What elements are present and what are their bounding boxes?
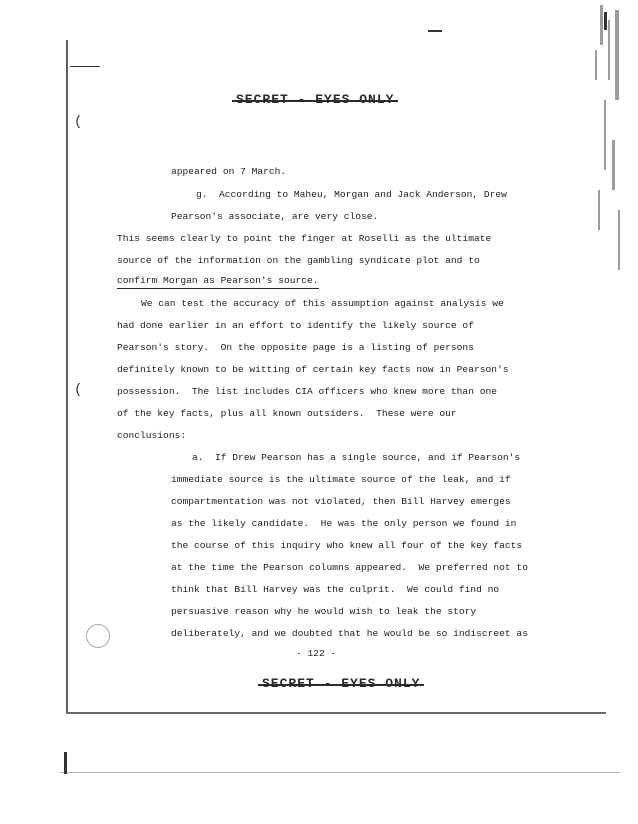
footer-classification-stamp <box>262 676 420 691</box>
text-line: persuasive reason why he would wish to leak the story <box>171 606 477 617</box>
text-line: Pearson's associate, are very close. <box>171 211 379 222</box>
scan-bottom-edge <box>60 772 620 773</box>
punch-hole <box>86 624 110 648</box>
text-line: think that Bill Harvey was the culprit. We could find no <box>171 584 500 595</box>
stamp-strikethrough <box>232 100 398 102</box>
stamp-strikethrough <box>258 684 424 686</box>
text-line: at the time the Pearson columns appeared. We preferred not to <box>171 562 528 573</box>
text-line: immediate source is the ultimate source of the leak, and if <box>171 474 511 485</box>
text-line: of the key facts, plus all known outsiders. These were our <box>117 408 457 419</box>
text-line: had done earlier in an effort to identify the likely source of <box>117 320 474 331</box>
scan-mark <box>604 12 607 30</box>
scan-mark <box>64 752 67 774</box>
text-line: definitely known to be witting of certain key facts now in Pearson's <box>117 364 509 375</box>
text-line: appeared on 7 March. <box>171 166 287 177</box>
text-line: compartmentation was not violated, then Bill Harvey emerges <box>171 496 511 507</box>
text-line: deliberately, and we doubted that he would be so indiscreet as <box>171 628 528 639</box>
text-line: g. According to Maheu, Morgan and Jack Anderson, Drew <box>196 189 507 200</box>
text-line: a. If Drew Pearson has a single source, and if Pearson's <box>192 452 521 463</box>
page-number: - 122 - <box>296 648 337 659</box>
text-line: This seems clearly to point the finger at Roselli as the ultimate <box>117 233 492 244</box>
scan-mark <box>428 30 442 32</box>
scan-noise <box>560 0 630 300</box>
header-classification-stamp <box>236 92 394 107</box>
scan-bottom-border <box>66 712 606 714</box>
scan-left-border <box>66 40 68 712</box>
margin-bracket: ( <box>74 382 83 398</box>
text-line: possession. The list includes CIA officers who knew more than one <box>117 386 497 397</box>
text-line: the course of this inquiry who knew all four of the key facts <box>171 540 523 551</box>
text-line: conclusions: <box>117 430 187 441</box>
margin-bracket: ( <box>74 114 83 130</box>
text-line: source of the information on the gambling syndicate plot and to <box>117 255 480 266</box>
text-line: as the likely candidate. He was the only person we found in <box>171 518 517 529</box>
text-line: Pearson's story. On the opposite page is a listing of persons <box>117 342 474 353</box>
text-line: We can test the accuracy of this assumption against analysis we <box>141 298 504 309</box>
text-line-underlined: confirm Morgan as Pearson's source. <box>117 275 319 289</box>
scan-mark <box>70 66 100 67</box>
